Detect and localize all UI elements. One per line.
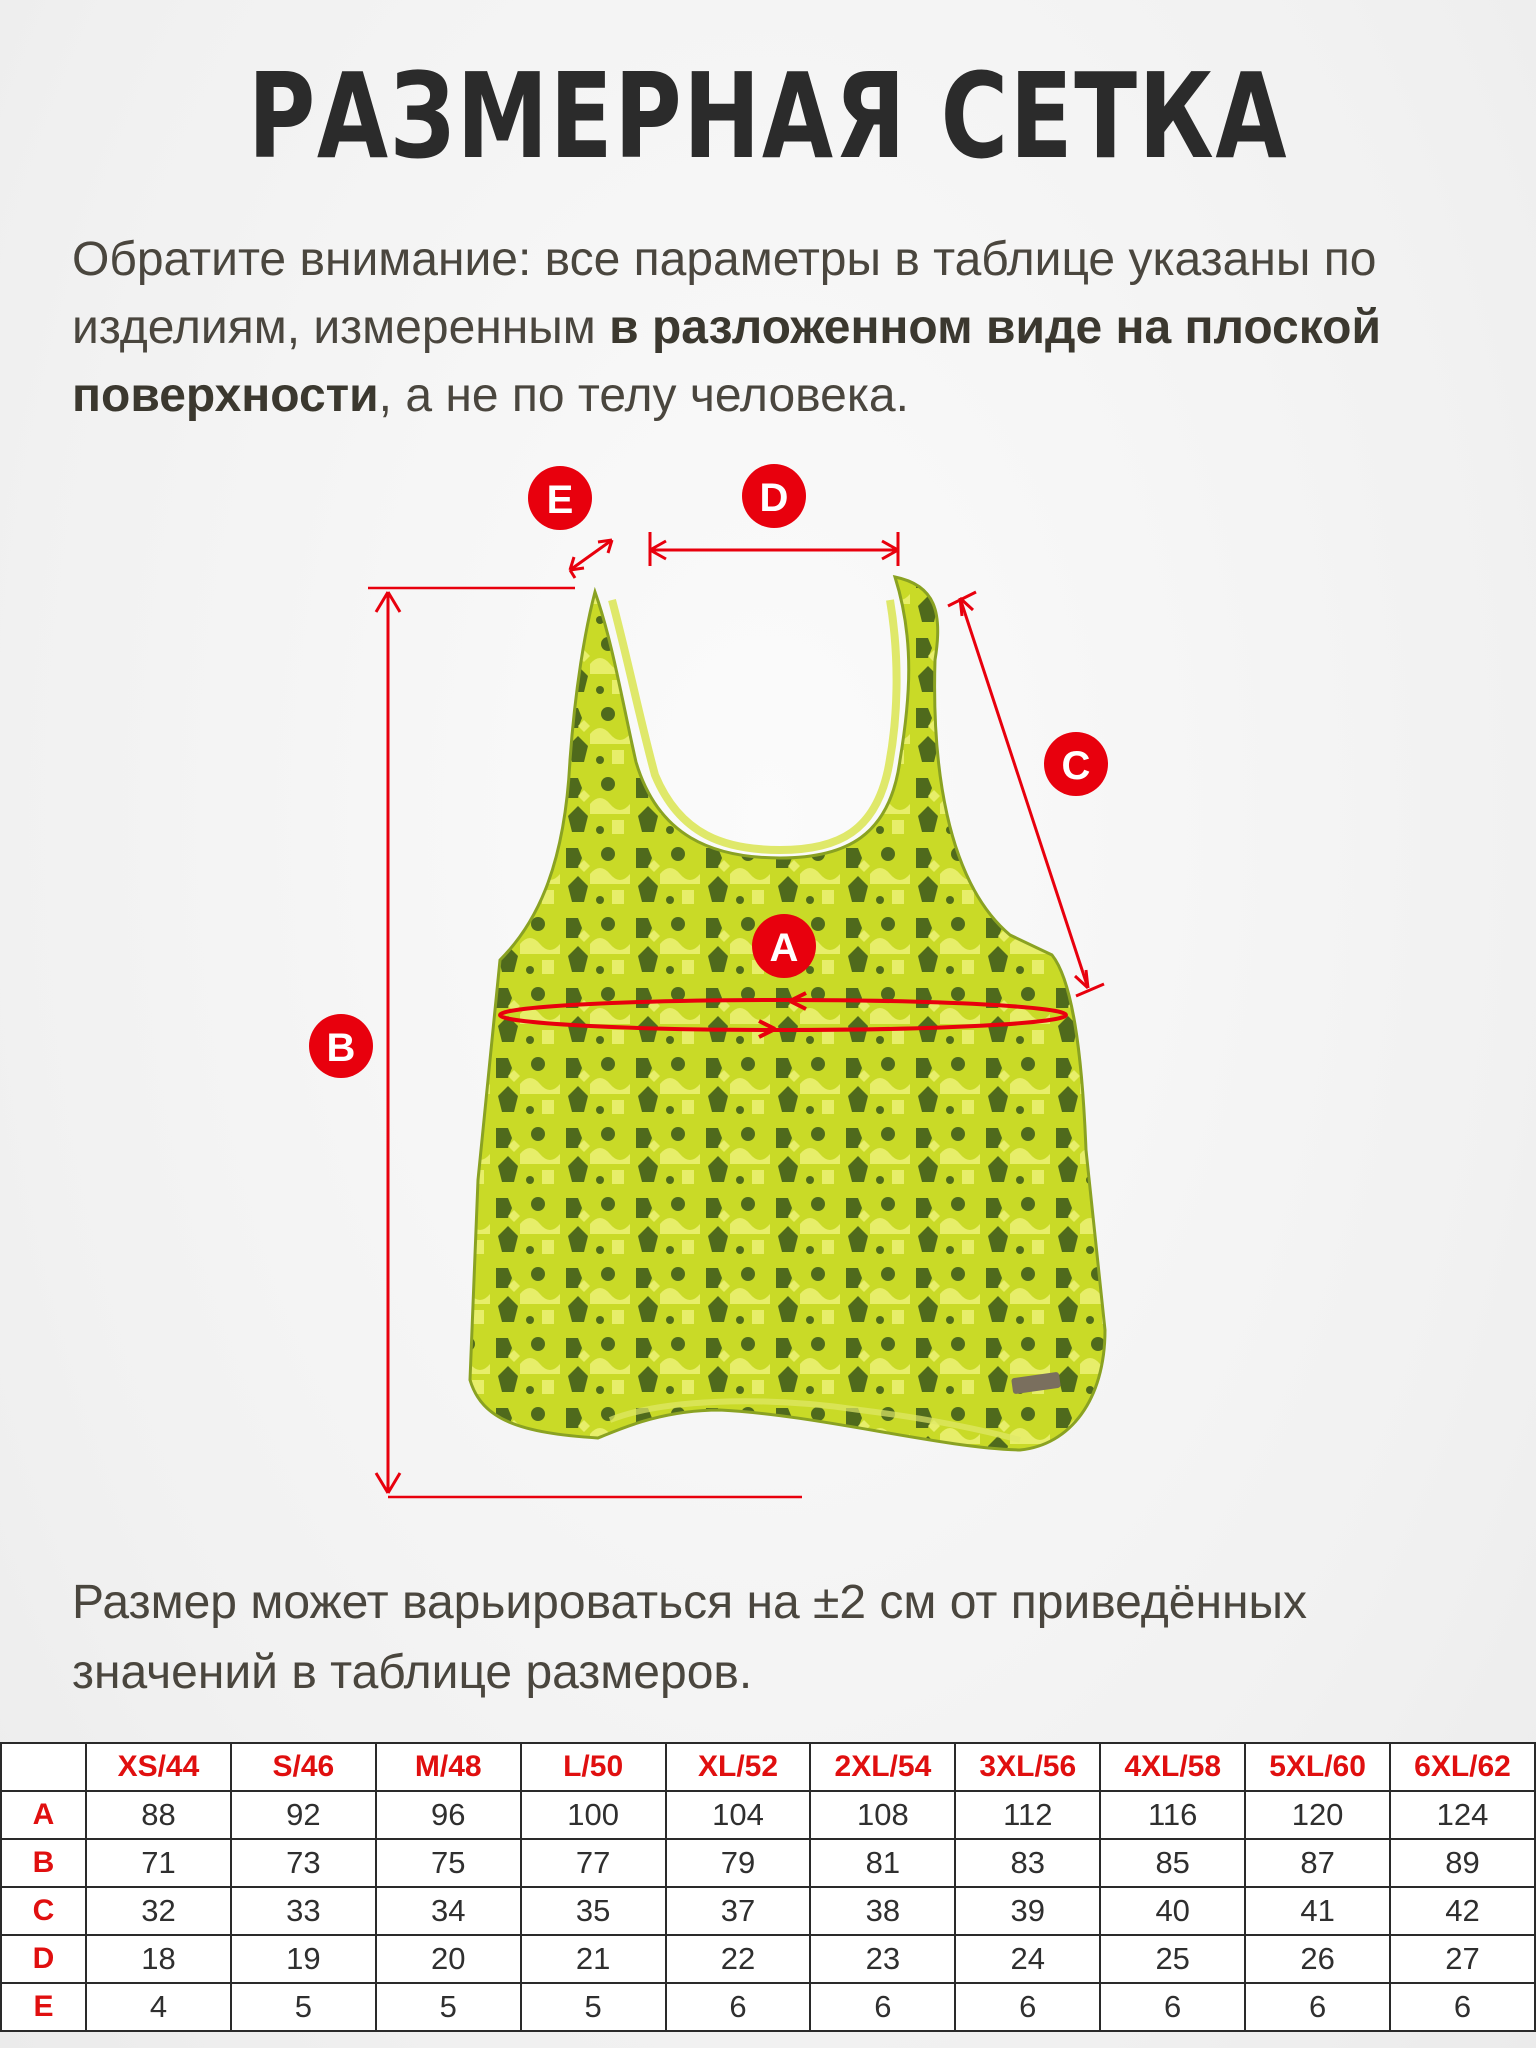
table-cell: 42 (1390, 1887, 1535, 1935)
table-row (1, 1935, 1535, 1983)
table-cell: 38 (810, 1887, 955, 1935)
intro-text-part2: , а не по телу человека. (378, 369, 909, 422)
table-cell: 116 (1100, 1791, 1245, 1839)
table-cell: 6 (955, 1983, 1100, 2031)
table-cell: 6 (810, 1983, 955, 2031)
label-a: A (769, 926, 799, 970)
label-b: B (326, 1026, 356, 1070)
table-cell: 83 (955, 1839, 1100, 1887)
table-row-label: E (1, 1983, 86, 2031)
table-cell: 5 (376, 1983, 521, 2031)
table-cell: 81 (810, 1839, 955, 1887)
table-row (1, 1839, 1535, 1887)
table-header-cell: S/46 (231, 1743, 376, 1791)
size-table (0, 1742, 1536, 2032)
table-cell: 6 (666, 1983, 811, 2031)
table-row-label: A (1, 1791, 86, 1839)
table-cell: 4 (86, 1983, 231, 2031)
table-cell: 124 (1390, 1791, 1535, 1839)
table-corner-cell (1, 1743, 86, 1791)
label-d: D (759, 476, 789, 520)
table-row (1, 1983, 1535, 2031)
table-cell: 85 (1100, 1839, 1245, 1887)
table-cell: 24 (955, 1935, 1100, 1983)
table-cell: 40 (1100, 1887, 1245, 1935)
table-cell: 23 (810, 1935, 955, 1983)
table-cell: 96 (376, 1791, 521, 1839)
table-header-cell: 6XL/62 (1390, 1743, 1535, 1791)
table-cell: 21 (521, 1935, 666, 1983)
size-tolerance-note: Размер может варьироваться на ±2 см от приведённых значений в таблице размеров. (72, 1576, 1308, 1699)
table-cell: 18 (86, 1935, 231, 1983)
table-cell: 41 (1245, 1887, 1390, 1935)
intro-text-bold: в разложенном виде на плоской поверхности (72, 301, 1381, 422)
table-row-label: B (1, 1839, 86, 1887)
table-cell: 39 (955, 1887, 1100, 1935)
table-cell: 108 (810, 1791, 955, 1839)
label-c: C (1061, 744, 1091, 788)
table-cell: 6 (1100, 1983, 1245, 2031)
table-header-cell: 5XL/60 (1245, 1743, 1390, 1791)
page-title: РАЗМЕРНАЯ СЕТКА (247, 47, 1289, 185)
table-cell: 71 (86, 1839, 231, 1887)
table-row (1, 1791, 1535, 1839)
table-cell: 33 (231, 1887, 376, 1935)
table-cell: 112 (955, 1791, 1100, 1839)
table-cell: 32 (86, 1887, 231, 1935)
measure-d (650, 464, 898, 566)
size-table-wrapper (0, 1742, 1536, 2032)
table-cell: 73 (231, 1839, 376, 1887)
table-cell: 25 (1100, 1935, 1245, 1983)
table-cell: 27 (1390, 1935, 1535, 1983)
table-cell: 35 (521, 1887, 666, 1935)
table-cell: 77 (521, 1839, 666, 1887)
table-cell: 20 (376, 1935, 521, 1983)
table-header-cell: 3XL/56 (955, 1743, 1100, 1791)
table-header-row (1, 1743, 1535, 1791)
table-row-label: C (1, 1887, 86, 1935)
table-cell: 92 (231, 1791, 376, 1839)
table-header-cell: XS/44 (86, 1743, 231, 1791)
table-cell: 6 (1245, 1983, 1390, 2031)
tank-top-image (470, 577, 1105, 1450)
table-cell: 19 (231, 1935, 376, 1983)
table-header-cell: L/50 (521, 1743, 666, 1791)
measure-e (528, 466, 612, 578)
table-cell: 104 (666, 1791, 811, 1839)
table-cell: 75 (376, 1839, 521, 1887)
table-header-cell: 4XL/58 (1100, 1743, 1245, 1791)
table-cell: 79 (666, 1839, 811, 1887)
intro-text-part1: Обратите внимание: все параметры в таблице указаны по изделиям, измеренным (72, 233, 1377, 354)
table-header-cell: XL/52 (666, 1743, 811, 1791)
table-cell: 5 (521, 1983, 666, 2031)
table-header-cell: 2XL/54 (810, 1743, 955, 1791)
table-cell: 5 (231, 1983, 376, 2031)
table-cell: 22 (666, 1935, 811, 1983)
table-cell: 34 (376, 1887, 521, 1935)
table-cell: 89 (1390, 1839, 1535, 1887)
table-cell: 87 (1245, 1839, 1390, 1887)
table-row (1, 1887, 1535, 1935)
table-cell: 88 (86, 1791, 231, 1839)
table-cell: 100 (521, 1791, 666, 1839)
table-row-label: D (1, 1935, 86, 1983)
label-e: E (546, 478, 574, 522)
table-cell: 120 (1245, 1791, 1390, 1839)
table-header-cell: M/48 (376, 1743, 521, 1791)
table-cell: 6 (1390, 1983, 1535, 2031)
table-cell: 26 (1245, 1935, 1390, 1983)
table-cell: 37 (666, 1887, 811, 1935)
